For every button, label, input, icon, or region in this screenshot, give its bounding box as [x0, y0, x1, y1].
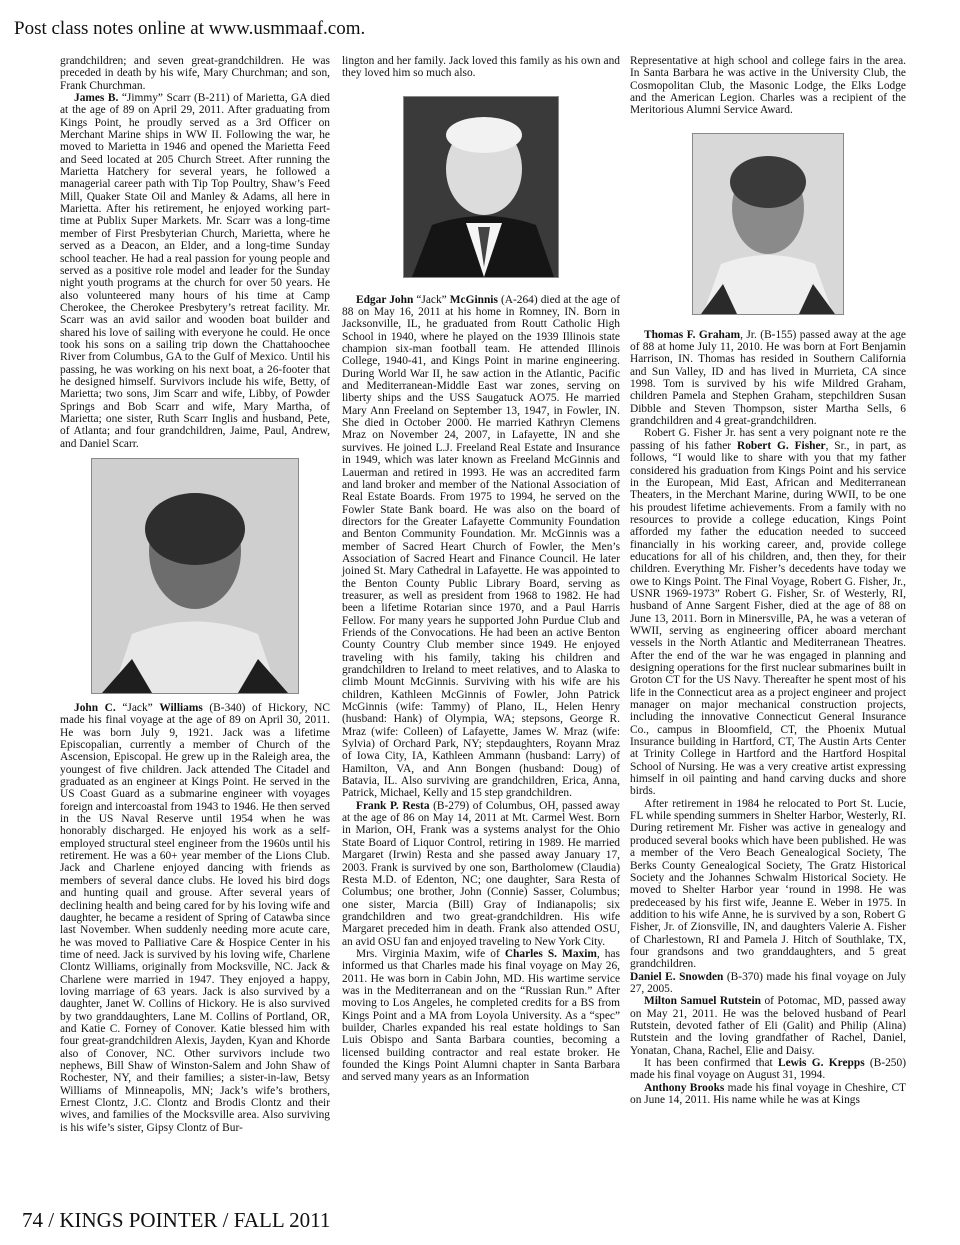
person-name: Lewis G. Krepps [778, 1057, 865, 1069]
photo-graham [692, 133, 844, 315]
portrait-image [404, 97, 558, 277]
person-name: McGinnis [449, 293, 498, 306]
obituary-text: , Sr., in part, as follows, “I would like to share with you that my father considered his graduation from Kings Point and his service in the European, Mid East, African and Mediterranean Theaters, in the Merchant Marine, during WWII, to be one his proudest lifetime achievements. From a family with no resources to provide a college education, Kings Point afforded my father the education needed to succeed financially in his working career, and, provide college educations for all of his children, and, then they, for their children. Everything Mr. Fisher’s decedents have today we owe to Kings Point. The Final Voyage, Robert G. Fisher, Jr., USNR 1969-1973” Robert G. Fisher, Sr. of Westerly, RI, husband of Anne Sargent Fisher, died at the age of 88 on June 13, 2011. Born in Minersville, PA, he was a veteran of WWII, serving as engineering officer aboard merchant vessels in the North Atlantic and Mediterranean Theatres. After the end of the war he was engaged in planning and designing operations for the first nuclear submarines built in Groton CT for the US Navy. Thereafter he spent most of his life in the Connecticut area as a project engineer and project manager on major mechanical construction projects, including the innovative Connecticut General Insurance Co., campus in Bloomfield, CT, the Phoenix Mutual Insurance building in Hartford, CT, The Austin Arts Center at Trinity College in Hartford and the Hartford Hospital School of Nursing. He was a very creative artist expressing himself in oil painting and hand carving ducks and shore birds. [630, 439, 907, 798]
photo-williams [91, 458, 299, 694]
obituary-maxim [342, 948, 620, 1084]
page-footer: 74 / KINGS POINTER / FALL 2011 [22, 1208, 331, 1232]
obituary-scarr [60, 92, 330, 450]
obituary-williams [60, 702, 330, 1134]
obituary-text: (B-250) made his final voyage on August 31, 1994. [630, 1057, 906, 1082]
obituary-text: It has been confirmed that [644, 1057, 778, 1069]
column-2 [342, 55, 620, 1084]
person-name: Edgar John [356, 293, 414, 306]
obituary-krepps [630, 1057, 906, 1082]
photo-mcginnis [403, 96, 559, 278]
obituary-mcginnis [342, 294, 620, 800]
person-name: Charles S. Maxim [504, 947, 597, 960]
person-name: Robert G. Fisher [736, 439, 826, 452]
nickname: “Jack” [115, 702, 160, 714]
obituary-fisher [630, 427, 906, 797]
column-3 [630, 55, 906, 1106]
obituary-text: , has informed us that Charles made his final voyage on May 26, 2011. He was born in Cabin John, MD. His wartime service was in the Mediterranean and on the “Russian Run.” After moving to Los Angeles, he completed credits for a BS from Kings Point and a MA from Loyola University. As a “spec” builder, Charles expanded his real estate holdings to San Luis Obispo and Santa Barbara counties, becoming a licensed building contractor and real estate broker. He founded the Kings Point Alumni chapter in Santa Barbara and served many years as an Information [342, 947, 620, 1084]
person-name: Milton Samuel Rutstein [644, 995, 761, 1008]
paragraph: lington and her family. Jack loved this family as his own and they loved him so much also. [342, 55, 620, 80]
obituary-text: Mrs. Virginia Maxim, wife of [356, 947, 505, 960]
obituary-rutstein [630, 995, 906, 1057]
person-name: Thomas F. Graham [644, 328, 741, 341]
paragraph: grandchildren; and seven great-grandchildren. He was preceded in death by his wife, Mary Churchman; and son, Frank Churchman. [60, 55, 330, 92]
person-name: James B. [74, 92, 119, 105]
obituary-snowden [630, 971, 906, 996]
page-header: Post class notes online at www.usmmaaf.com. [14, 18, 366, 39]
obituary-text: (B-340) of Hickory, NC made his final voyage at the age of 89 on April 30, 2011. He was born July 9, 1921. Jack was a lifetime Episcopalian, currently a member of Church of the Ascension, Episcopal. He grew up in the Raleigh area, the youngest of five children. Jack attended The Citadel and graduated as an engineer at Kings Point. He served in the US Coast Guard as a submarine engineer with voyages foreign and intercoastal from 1943 to 1946. He then served in the US Naval Reserve until 1954 when he was honorably discharged. He enjoyed his work as a self-employed structural steel engineer from the 1960s until his retirement. He was a 60+ year member of the Lions Club. Jack and Charlene enjoyed dancing with friends as members of several dance clubs. He loved his bird dogs and hunting quail and grouse. After several years of declining health and being cared for by his loving wife and daughter, he became a resident of Spring of Catawba since last November. When suddenly needing more acute care, he was moved to Palliative Care & Hospice Center in his time of need. Jack is survived by his loving wife, Charlene Clontz Williams, originally from Mocksville, NC. Jack & Charlene were married in 1947. They enjoyed a happy, loving marriage of 63 years. Jack is also survived by a daughter, Janet W. Collins of Hickory. He is also survived by two granddaughters, Lane M. Collins of Portland, OR, and Katie C. Forney of Conover. Katie blessed him with four great-grandchildren Alexis, Jayden, Kyan and Khorde also of Conover, NC. Other survivors include two nephews, Bill Shaw of Winston-Salem and John Shaw of Rochester, NY, and their families; a sister-in-law, Betsy Williams of Minneapolis, MN; Jack’s wife’s brothers, Ernest Clontz, J.C. Clontz and Brodis Clontz and their wives, and families of the Mocksville area. Also surviving is his wife’s sister, Gipsy Clontz of Bur- [60, 702, 331, 1134]
obituary-text: (B-370) made his final voyage on July 27, 2005. [630, 970, 906, 995]
obituary-text: made his final voyage in Cheshire, CT on June 14, 2011. His name while he was at Kings [630, 1081, 906, 1107]
nickname: “Jack” [413, 293, 450, 306]
obituary-text: Robert G. Fisher Jr. has sent a very poignant note re the passing of his father [630, 427, 906, 452]
obituary-resta [342, 800, 620, 948]
person-name: Williams [159, 702, 203, 714]
portrait-image [693, 134, 843, 314]
portrait-image [92, 459, 298, 693]
obituary-text: (A-264) died at the age of 88 on May 16, 2011 at his home in Romney, IN. Born in Jacksonville, IL, he graduated from Routt Catholic High School in 1940, where he played on the 1939 Illinois state champion six-man football team. He attended Illinois College, 1940-41, and Kings Point in marine engineering. During World War II, he saw action in the Atlantic, Pacific and Mediterranean-Middle East war zones, serving on liberty ships and the USS Saugatuck AO75. He married Mary Ann Freeland on September 13, 1947, in Fowler, IN. She died in October 2000. He married Kathryn Clemens Mraz on November 24, 2007, in Lafayette, IN and she survives. He joined L.J. Freeland Real Estate and Insurance in 1949, which was later known as Freeland McGinnis and Lauerman and retired in 1993. He was an accredited farm and land broker and member of the National Association of Real Estate Boards. From 1975 to 1994, he served on the Fowler State Bank board. He was also on the board of directors for the Greater Lafayette Community Foundation and Benton Community Foundation. Mr. McGinnis was a member of Sacred Heart Church of Fowler, the Men’s Association of Sacred Heart and Finance Council. He later joined St. Mary Cathedral in Lafayette. He was appointed to the Benton County Public Library Board, serving as treasurer, as well as president from 1968 to 1982. He had been a lifetime Rotarian since 1970, and a Paul Harris Fellow. For many years he supported John Purdue Club and Friends of the Convocations. He had been an active Benton County Country Club member since 1949. He enjoyed traveling with his family, taking his children and grandchildren to Ireland to meet relatives, and to Alaska to climb Mount McGinnis. Surviving with his wife are his children, Kathleen McGinnis of Fowler, John Patrick McGinnis (wife: Tammy) of Plano, IL, Helen Henry (husband: Hank) of Olympia, WA; stepsons, George R. Mraz (wife: Colleen) of Lafayette, James W. Mraz (wife: Sylvia) of Orchard Park, NY; stepdaughters, Royann Mraz of Iowa City, IA, Kathleen Ammann (husband: Larry) of Hamilton, VA, and Ann Bongen (husband: Doug) of Batavia, IL. Also surviving are grandchildren, Erica, Anna, Patrick, Michael, Kelly and 15 step grandchildren. [342, 293, 620, 800]
person-name: Daniel E. Snowden [630, 970, 724, 983]
obituary-text: “Jimmy” Scarr (B-211) of Marietta, GA died at the age of 89 on April 29, 2011. After graduating from Kings Point, he proudly served as a 3rd Officer on Merchant Marine ships in WW II. Following the war, he moved to Marietta in 1946 and opened the Marietta Feed and Seed located at 205 Church Street. After running the Marietta Hatchery for several years, he followed a managerial career path with Tip Top Poultry, Shaw’s Feed Mill, Quaker State Oil and Manley & Adams, all here in Marietta. After his retirement, he enjoyed working part-time at Publix Super Markets. Mr. Scarr was a long-time member of First Presbyterian Church, Marietta, where he served as a Deacon, an Elder, and a long-time Sunday school teacher. He had a real passion for young people and served as a positive role model and leader for the Sunday night youth programs at the church for over 50 years. He also volunteered many hours of his time at Camp Cherokee, the Cherokee Presbytery’s retreat facility. Mr. Scarr was an avid sailor and wooden boat builder and shared his love of sailing with everyone he could. He once took his sons on a sailing trip down the Chattahoochee River from Columbus, GA to the Gulf of Mexico. Until his passing, he was working on his next boat, a 26-footer that he designed himself. Survivors include his wife, Betty, of Marietta; two sons, Jim Scarr and wife, Libby, of Powder Springs and Bob Scarr and wife, Mary Martha, of Marietta; one sister, Ruth Scarr Inglis and husband, Pete, of Atlanta; and four grandchildren, Jaime, Paul, Andrew, and Daniel Scarr. [60, 92, 330, 450]
obituary-graham [630, 329, 906, 428]
obituary-text: , Jr. (B-155) passed away at the age of 88 at home July 11, 2010. He was born at Fort Benjamin Harrison, IN. Thomas has resided in Southern California and Sun Valley, ID and has lived in Murrieta, CA since 1998. Tom is survived by his wife Mildred Graham, children Pamela and Stephen Graham, stepchildren Susan Dibble and Steven Thompson, sister Martha Sells, 6 grandchildren and 4 great-grandchildren. [630, 328, 906, 428]
person-name: John C. [74, 702, 116, 714]
column-1 [60, 55, 330, 1134]
obituary-text: (B-279) of Columbus, OH, passed away at the age of 86 on May 14, 2011 at Mt. Carmel West. Born in Marion, OH, Frank was a systems analyst for the Ohio State Board of Liquor Control, retiring in 1989. He married Margaret (Irwin) Resta and she passed away January 17, 2003. Frank is survived by one son, Bartholomew (Claudia) Resta M.D. of Edenton, NC; one daughter, Sara Resta of Columbus; one brother, John (Connie) Sasser, Columbus; one sister, Marcia (Bill) Gray of Indianapolis; six grandchildren and two great-grandchildren. His wife Margaret preceded him in death. Frank also attended OSU, an avid OSU fan and enjoyed traveling to New York City. [342, 799, 620, 948]
obituary-brooks [630, 1082, 906, 1107]
paragraph: Representative at high school and college fairs in the area. In Santa Barbara he was active in the University Club, the Cosmopolitan Club, the Masonic Lodge, the Elks Lodge and the American Legion. Charles was a recipient of the Meritorious Alumni Service Award. [630, 55, 906, 117]
person-name: Frank P. Resta [356, 799, 430, 812]
obituary-text: of Potomac, MD, passed away on May 21, 2011. He was the beloved husband of Pearl Rutstein, devoted father of Eli (Galit) and Philip (Alina) Rutstein and the loving grandfather of Rachel, Daniel, Yonatan, Chana, Rachel, Elie and Daisy. [630, 995, 906, 1057]
person-name: Anthony Brooks [644, 1081, 725, 1094]
obituary-fisher-cont: After retirement in 1984 he relocated to Port St. Lucie, FL while spending summers in Shelter Harbor, Westerly, RI. During retirement Mr. Fisher was active in genealogy and produced several books which have been published. He was a member of the Vero Beach Genealogical Society, The Berks County Genealogical Society, The Gratz Historical Society and the Johannes Schwalm Historical Society. He moved to Shelter Harbor year ‘round in 1998. He was predeceased by his first wife, Jeanne E. Weber in 1975. In addition to his wife Anne, he is survived by a son, Robert G Fisher, Jr. of Zionsville, IN, and daughters Valerie A. Fisher of Charlestown, RI and Pamela J. Hitch of Southlake, TX, four grandsons and two granddaughters, and 5 great grandchildren. [630, 797, 906, 971]
